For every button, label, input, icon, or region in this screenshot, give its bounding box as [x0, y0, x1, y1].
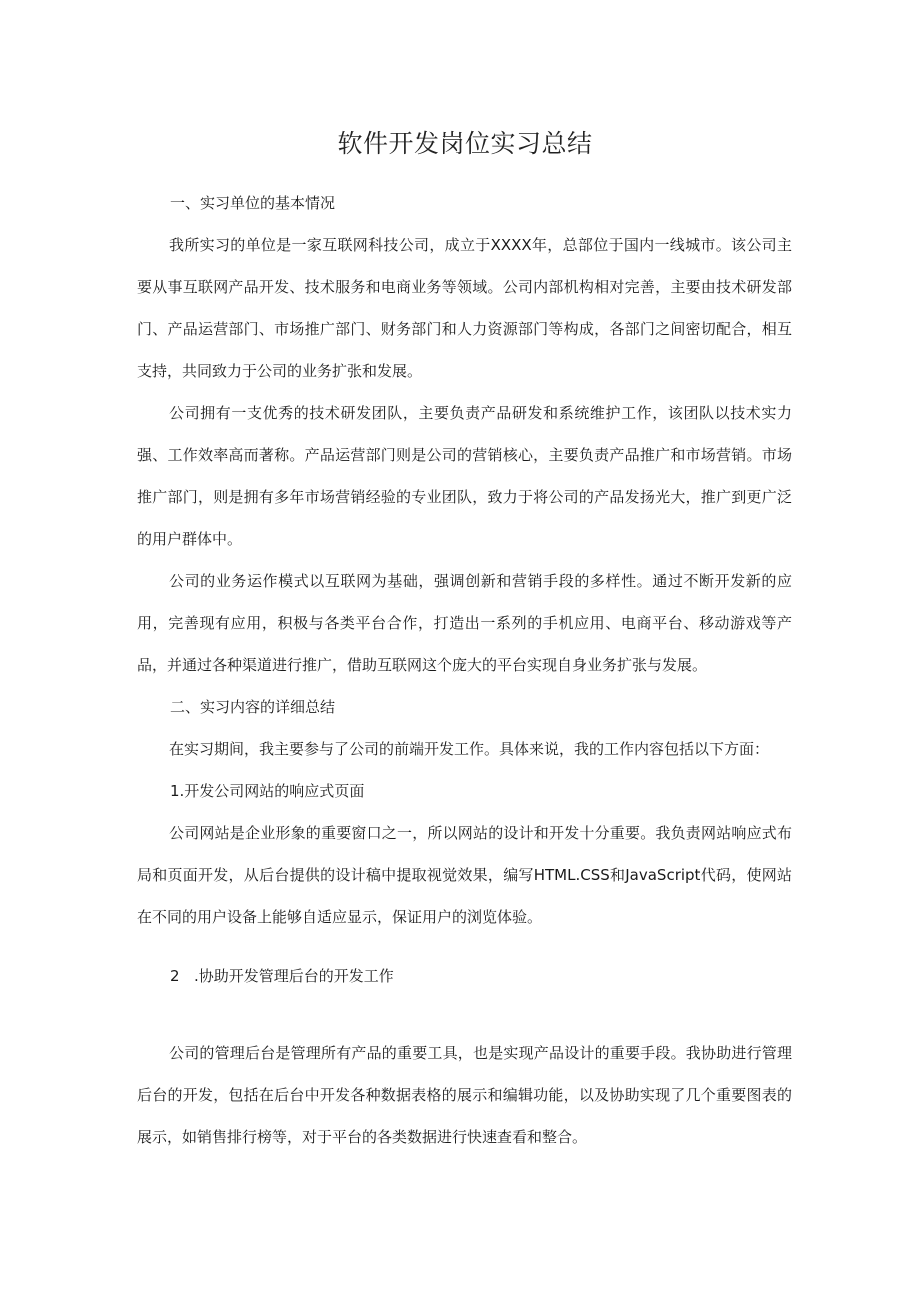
paragraph-business-model: 公司的业务运作模式以互联网为基础，强调创新和营销手段的多样性。通过不断开发新的应用，完善现有应用，积极与各类平台合作，打造出一系列的手机应用、电商平台、移动游戏等产品，并通过各种渠道进行推广，借助互联网这个庞大的平台实现自身业务扩张与发展。 — [137, 572, 792, 674]
document-title: 软件开发岗位实习总结 — [337, 129, 593, 158]
section-heading-2: 二、实习内容的详细总结 — [170, 698, 336, 716]
item-heading-2-text: .协助开发管理后台的开发工作 — [194, 967, 394, 985]
paragraph-departments: 公司拥有一支优秀的技术研发团队，主要负责产品研发和系统维护工作，该团队以技术实力强、工作效率高而著称。产品运营部门则是公司的营销核心，主要负责产品推广和市场营销。市场推广部门，则是拥有多年市场营销经验的专业团队，致力于将公司的产品发扬光大，推广到更广泛的用户群体中。 — [137, 404, 792, 548]
section-heading-1: 一、实习单位的基本情况 — [170, 194, 336, 212]
paragraph-internship-intro: 在实习期间，我主要参与了公司的前端开发工作。具体来说，我的工作内容包括以下方面： — [169, 740, 770, 758]
paragraph-company-overview: 我所实习的单位是一家互联网科技公司，成立于XXXX年，总部位于国内一线城市。该公司主要从事互联网产品开发、技术服务和电商业务等领域。公司内部机构相对完善，主要由技术研发部门、产品运营部门、市场推广部门、财务部门和人力资源部门等构成，各部门之间密切配合，相互支持，共同致力于公司的业务扩张和发展。 — [137, 236, 792, 380]
paragraph-responsive-site: 公司网站是企业形象的重要窗口之一，所以网站的设计和开发十分重要。我负责网站响应式布局和页面开发，从后台提供的设计稿中提取视觉效果，编写HTML.CSS和JavaScript代码，使网站在不同的用户设备上能够自适应显示，保证用户的浏览体验。 — [137, 824, 792, 926]
paragraph-admin-backend: 公司的管理后台是管理所有产品的重要工具，也是实现产品设计的重要手段。我协助进行管理后台的开发，包括在后台中开发各种数据表格的展示和编辑功能，以及协助实现了几个重要图表的展示，如销售排行榜等，对于平台的各类数据进行快速查看和整合。 — [137, 1044, 792, 1146]
item-number-2: 2 — [170, 967, 180, 985]
item-heading-1: 1.开发公司网站的响应式页面 — [170, 782, 365, 800]
item-heading-2 — [137, 955, 825, 997]
